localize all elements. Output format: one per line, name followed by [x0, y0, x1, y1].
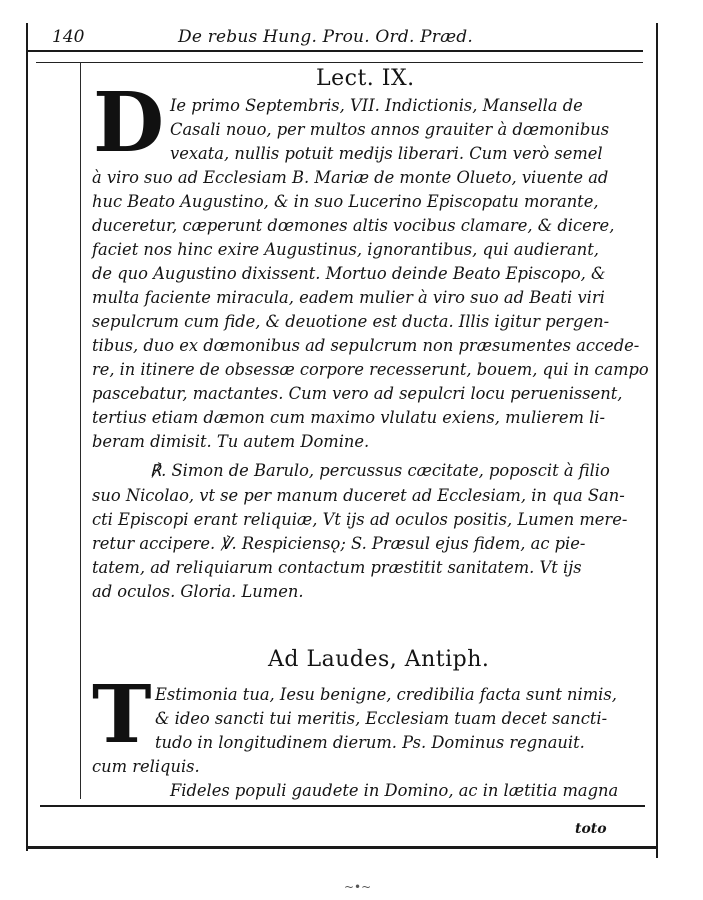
lection-line: huc Beato Augustino, & in suo Lucerino Episcopatu morante, [92, 192, 599, 211]
lection-line: Casali nouo, per multos annos grauiter à dœmonibus [170, 120, 610, 139]
page-number: 140 [52, 27, 85, 47]
responsory-line: retur accipere. ℣. Respiciensǫ; S. Præsul ejus fidem, ac pie- [92, 534, 586, 553]
running-head [38, 25, 648, 51]
top-rule [26, 50, 643, 52]
responsory-line: ad oculos. Gloria. Lumen. [92, 582, 304, 601]
lection-line: tibus, duo ex dœmonibus ad sepulcrum non præsumentes accede- [92, 336, 640, 355]
responsory-line: suo Nicolao, vt se per manum duceret ad Ecclesiam, in qua San- [92, 486, 625, 505]
frame-right-rule [656, 23, 658, 858]
lection-line: duceretur, cæperunt dœmones altis vocibus clamare, & dicere, [92, 216, 615, 235]
laudes-line: Fideles populi gaudete in Domino, ac in lætitia magna [170, 781, 619, 800]
lection-line: vexata, nullis potuit medijs liberari. Cum verò semel [170, 144, 603, 163]
lection-line: multa faciente miracula, eadem mulier à viro suo ad Beati viri [92, 288, 605, 307]
bottom-rule [40, 805, 645, 807]
lection-line: beram dimisit. Tu autem Domine. [92, 432, 370, 451]
printer-ornament: ~•~ [344, 880, 372, 894]
responsory-line: cti Episcopi erant reliquiæ, Vt ijs ad oculos positis, Lumen mere- [92, 510, 628, 529]
lection-line: faciet nos hinc exire Augustinus, ignorantibus, qui audierant, [92, 240, 599, 259]
responsory-line: tatem, ad reliquiarum contactum præstitit sanitatem. Vt ijs [92, 558, 582, 577]
lection-line: re, in itinere de obsessæ corpore recesserunt, bouem, qui in campo [92, 360, 649, 379]
lection-line: pascebatur, mactantes. Cum vero ad sepulcri locu peruenissent, [92, 384, 623, 403]
inner-left-rule [80, 62, 81, 799]
top-inner-rule [36, 62, 643, 63]
lection-title: Lect. IX. [316, 66, 415, 91]
responsory-line: ℟. Simon de Barulo, percussus cæcitate, poposcit à filio [150, 461, 610, 480]
laudes-line: Estimonia tua, Iesu benigne, credibilia facta sunt nimis, [155, 685, 617, 704]
drop-cap-t: T [92, 667, 152, 761]
laudes-line: cum reliquis. [92, 757, 200, 776]
laudes-line: & ideo sancti tui meritis, Ecclesiam tuam decet sancti- [155, 709, 608, 728]
drop-cap-d: D [93, 75, 165, 171]
laudes-title: Ad Laudes, Antiph. [268, 647, 490, 672]
lection-line: sepulcrum cum fide, & deuotione est ducta. Illis igitur pergen- [92, 312, 610, 331]
laudes-line: tudo in longitudinem dierum. Ps. Dominus regnauit. [155, 733, 585, 752]
bottom-frame-rule [28, 846, 658, 849]
frame-left-rule [26, 23, 28, 851]
lection-line: de quo Augustino dixissent. Mortuo deinde Beato Episcopo, & [92, 264, 606, 283]
lection-line: à viro suo ad Ecclesiam B. Mariæ de monte Olueto, viuente ad [92, 168, 609, 187]
lection-line: Ie primo Septembris, VII. Indictionis, Mansella de [170, 96, 583, 115]
lection-line: tertius etiam dæmon cum maximo vlulatu exiens, mulierem li- [92, 408, 606, 427]
catchword: toto [575, 821, 607, 837]
running-head-title: De rebus Hung. Prou. Ord. Præd. [178, 27, 473, 47]
